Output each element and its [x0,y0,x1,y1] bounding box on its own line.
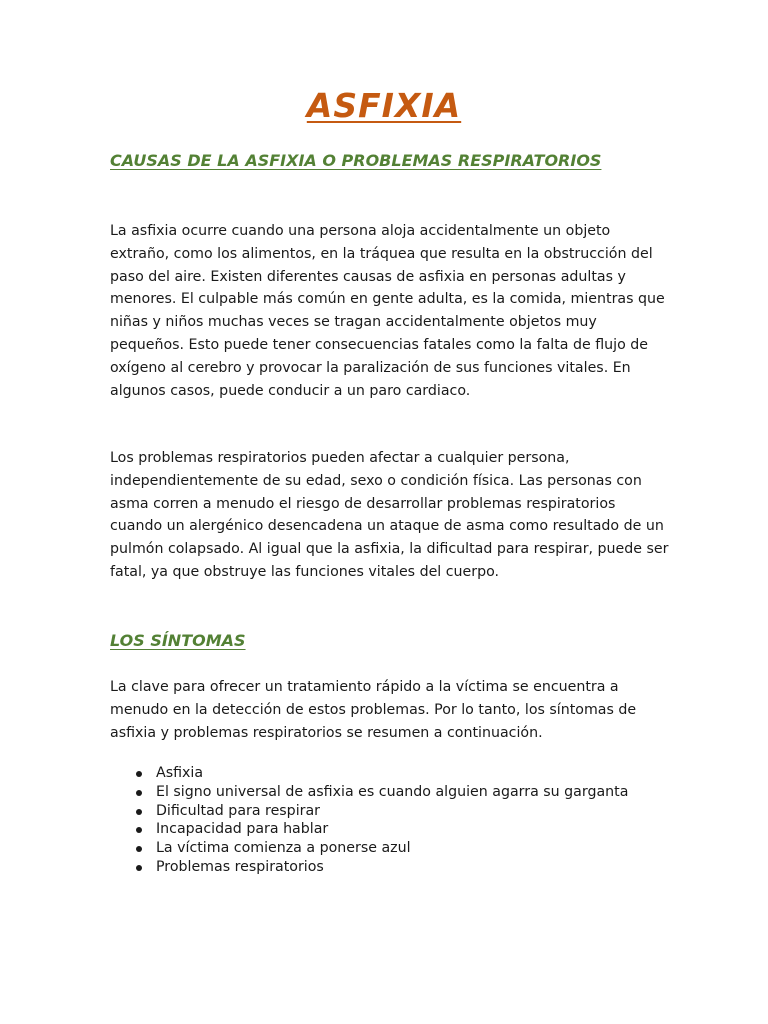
paragraph-problemas-respiratorios: Los problemas respiratorios pueden afectar a cualquier persona, independientemente de su edad, sexo o condición física. Las personas con asma corren a menudo el riesgo de desarrollar problemas respiratorios cuando un alergénico desencadena un ataque de asma como resultado de un pulmón colapsado. Al igual que la asfixia, la dificultad para respirar, puede ser fatal, ya que obstruye las funciones vitales del cuerpo. [110,450,669,580]
list-item-text: Incapacidad para hablar [156,821,329,838]
section-heading-sintomas: LOS SÍNTOMAS [110,631,246,650]
bullet-icon [136,790,142,796]
list-item [110,802,630,821]
bullet-icon [136,771,142,777]
list-item [110,764,630,783]
list-item-text: La víctima comienza a ponerse azul [156,840,411,857]
bullet-icon [136,865,142,871]
list-item [110,858,630,877]
list-item [110,783,630,802]
bullet-icon [136,827,142,833]
list-item-text: Problemas respiratorios [156,858,324,875]
symptoms-list [110,764,630,877]
list-item [110,820,630,839]
paragraph-sintomas-intro: La clave para ofrecer un tratamiento rápido a la víctima se encuentra a menudo en la detección de estos problemas. Por lo tanto, los síntomas de asfixia y problemas respiratorios se resumen a continuación. [110,679,637,741]
document-title: ASFIXIA [306,86,462,125]
section-heading-causas: CAUSAS DE LA ASFIXIA O PROBLEMAS RESPIRATORIOS [110,151,602,170]
list-item-text: Dificultad para respirar [156,802,320,819]
bullet-icon [136,809,142,815]
list-item-text: Asfixia [156,765,204,781]
list-item [110,839,630,858]
paragraph-asfixia-causas: La asfixia ocurre cuando una persona aloja accidentalmente un objeto extraño, como los alimentos, en la tráquea que resulta en la obstrucción del paso del aire. Existen diferentes causas de asfixia en personas adultas y menores. El culpable más común en gente adulta, es la comida, mientras que niñas y niños muchas veces se tragan accidentalmente objetos muy pequeños. Esto puede tener consecuencias fatales como la falta de flujo de oxígeno al cerebro y provocar la paralización de sus funciones vitales. En algunos casos, puede conducir a un paro cardiaco. [110,223,665,399]
bullet-icon [136,846,142,852]
list-item-text: El signo universal de asfixia es cuando alguien agarra su garganta [156,783,629,800]
